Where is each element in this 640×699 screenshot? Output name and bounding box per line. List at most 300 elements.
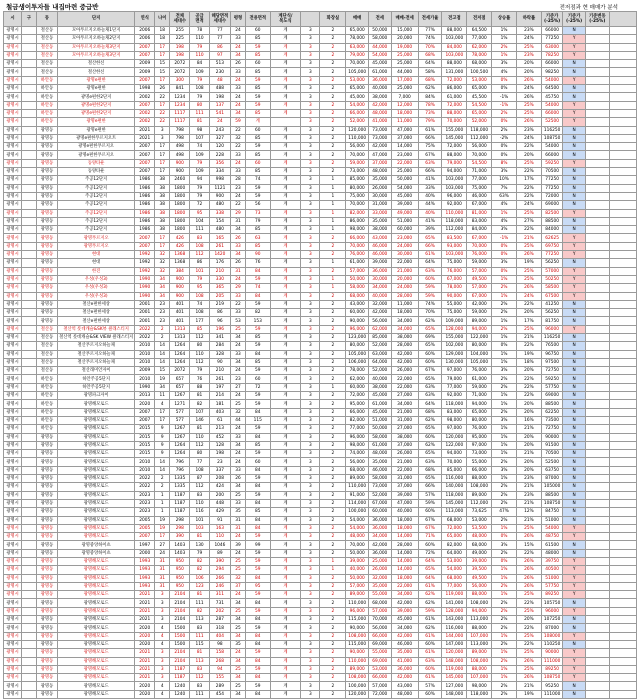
table-cell [22, 93, 37, 101]
table-cell [22, 126, 37, 134]
table-cell: 65,000 [346, 85, 369, 93]
table-cell: 105,000 [467, 358, 492, 366]
table-cell: 광명동 [36, 566, 57, 574]
table-cell: 59 [245, 101, 270, 109]
table-cell: 287 [209, 616, 230, 624]
table-cell: 26 [231, 234, 246, 242]
table-cell: 59 [245, 43, 270, 51]
table-cell: 82500 [541, 209, 562, 217]
table-cell: 141,000 [442, 599, 467, 607]
table-cell: 1121 [209, 184, 230, 192]
table-cell: 72750 [541, 425, 562, 433]
table-cell: 15 [155, 60, 170, 68]
table-cell: 9 [155, 433, 170, 441]
table-cell: 24 [231, 425, 246, 433]
table-cell: 3 [301, 665, 320, 673]
table-cell: 3 [301, 43, 320, 51]
table-cell: 338 [209, 209, 230, 217]
table-cell: 81 [190, 649, 209, 657]
table-cell: 61,000 [346, 259, 369, 267]
table-cell: 계 [270, 566, 301, 574]
table-cell: 2010 [135, 375, 155, 383]
table-cell: -1% [492, 234, 517, 242]
table-cell: 38 [155, 201, 170, 209]
table-cell: 1990 [135, 284, 155, 292]
yn-cell: N [563, 333, 586, 341]
complex-name-cell: 광명해모로드 [58, 475, 135, 483]
empty-cell [609, 350, 636, 358]
table-cell: 81750 [541, 317, 562, 325]
table-cell: 24 [231, 76, 246, 84]
table-cell: 68,000 [346, 466, 369, 474]
empty-cell [585, 85, 609, 93]
table-row [4, 682, 637, 690]
table-cell: 108 [190, 466, 209, 474]
table-cell: 116 [190, 508, 209, 516]
table-cell: 15% [517, 541, 542, 549]
table-cell: 광명시 [4, 118, 22, 126]
table-cell: 26% [517, 657, 542, 665]
table-cell: 68,000 [467, 541, 492, 549]
table-cell: 18,000 [391, 109, 418, 117]
table-cell: 181 [209, 400, 230, 408]
table-cell: 48,000 [346, 533, 369, 541]
table-cell: 84 [245, 632, 270, 640]
table-cell: 61% [418, 582, 442, 590]
table-cell: 115 [190, 640, 209, 648]
table-cell: 70% [418, 309, 442, 317]
table-cell: 77250 [541, 35, 562, 43]
table-cell: 155 [209, 674, 230, 682]
table-cell: 116,000 [442, 624, 467, 632]
table-cell: 1267 [170, 433, 190, 441]
table-cell: 137 [209, 101, 230, 109]
table-cell: 300 [170, 76, 190, 84]
table-cell: 3 [155, 649, 170, 657]
yn-cell: Y [563, 284, 586, 292]
table-cell: 49,000 [467, 549, 492, 557]
table-cell: 54,500 [467, 101, 492, 109]
yn-cell: Y [563, 251, 586, 259]
table-cell [22, 192, 37, 200]
table-cell: 계 [270, 458, 301, 466]
empty-cell [585, 292, 609, 300]
table-cell: 17 [155, 151, 170, 159]
table-cell: 2% [492, 284, 517, 292]
empty-cell [609, 68, 636, 76]
yn-cell: N [563, 201, 586, 209]
table-cell: 39750 [541, 558, 562, 566]
table-cell: 2 [320, 143, 346, 151]
table-row [4, 325, 637, 333]
table-cell: 97500 [541, 358, 562, 366]
table-cell: 계 [270, 607, 301, 615]
table-row [4, 350, 637, 358]
table-cell: 92,000 [442, 201, 467, 209]
table-cell: 65% [418, 375, 442, 383]
yn-cell: Y [563, 325, 586, 333]
table-row [4, 657, 637, 665]
table-cell: 76 [245, 259, 270, 267]
table-cell: -2% [492, 134, 517, 142]
table-cell: 22% [517, 168, 542, 176]
table-cell: 광명시 [4, 292, 22, 300]
table-cell: 35 [231, 640, 246, 648]
table-cell: -1% [492, 93, 517, 101]
table-cell: 2007 [135, 51, 155, 59]
table-cell: 109 [190, 151, 209, 159]
table-cell: 26% [517, 284, 542, 292]
table-cell: 426 [170, 242, 190, 250]
table-cell: 2009 [135, 367, 155, 375]
table-cell: 하안동 [36, 416, 57, 424]
table-cell: 2 [320, 649, 346, 657]
table-cell: 광명시 [4, 109, 22, 117]
table-cell [22, 582, 37, 590]
table-cell: 65% [418, 566, 442, 574]
table-cell: 2007 [135, 76, 155, 84]
table-cell: 2021 [135, 134, 155, 142]
empty-cell [609, 51, 636, 59]
table-cell: 63750 [541, 466, 562, 474]
table-row [4, 466, 637, 474]
table-cell: 60 [245, 60, 270, 68]
table-cell: 17 [155, 533, 170, 541]
table-cell: 71,000 [467, 168, 492, 176]
complex-name-cell: 광명해모로드 [58, 574, 135, 582]
table-cell: 20% [517, 433, 542, 441]
table-cell: 65,000 [467, 408, 492, 416]
table-cell: 84,000 [442, 43, 467, 51]
table-cell: 3 [301, 126, 320, 134]
table-cell: 1% [492, 333, 517, 341]
table-cell: 61,000 [368, 441, 391, 449]
table-cell [22, 168, 37, 176]
table-cell: 98,000 [442, 416, 467, 424]
table-cell: 112,000 [467, 134, 492, 142]
table-cell: 2% [492, 682, 517, 690]
table-cell: 1368 [170, 251, 190, 259]
table-cell: 1264 [170, 350, 190, 358]
table-cell: 85 [245, 358, 270, 366]
empty-cell [585, 408, 609, 416]
table-cell: 86,000 [346, 217, 369, 225]
table-cell [22, 649, 37, 657]
table-cell: 광명동 [36, 499, 57, 507]
table-cell: 197 [209, 383, 230, 391]
table-cell: 1% [492, 450, 517, 458]
empty-cell [585, 35, 609, 43]
table-cell: 120 [209, 143, 230, 151]
table-cell: 계 [270, 242, 301, 250]
yn-cell: Y [563, 118, 586, 126]
empty-cell [585, 649, 609, 657]
table-cell: 2 [320, 234, 346, 242]
table-cell: 2072 [170, 367, 190, 375]
table-cell: 17 [155, 51, 170, 59]
table-cell: 56,000 [368, 317, 391, 325]
table-cell: 광명동 [36, 143, 57, 151]
table-cell: 61,000 [368, 400, 391, 408]
table-cell: 광명시 [4, 134, 22, 142]
table-cell: 61% [418, 616, 442, 624]
table-cell: 광명시 [4, 333, 22, 341]
empty-cell [585, 350, 609, 358]
table-cell: 2% [492, 109, 517, 117]
table-cell: 계 [270, 558, 301, 566]
table-cell: 452 [209, 433, 230, 441]
table-cell: 2 [320, 450, 346, 458]
table-cell: 85 [245, 51, 270, 59]
table-cell: 104 [190, 217, 209, 225]
table-cell: 광명시 [4, 375, 22, 383]
yn-cell: N [563, 624, 586, 632]
table-row [4, 134, 637, 142]
table-cell: 광명시 [4, 616, 22, 624]
table-cell: 23,000 [391, 151, 418, 159]
table-cell: 54,000 [368, 51, 391, 59]
table-cell: 62% [418, 624, 442, 632]
yn-cell: Y [563, 275, 586, 283]
table-cell: 58% [418, 68, 442, 76]
table-cell: 3 [155, 665, 170, 673]
empty-cell [609, 392, 636, 400]
table-cell: 광명동 [36, 483, 57, 491]
table-cell: 328 [209, 350, 230, 358]
table-cell: 24 [231, 27, 246, 35]
table-cell: 계 [270, 541, 301, 549]
table-cell: 147,000 [442, 640, 467, 648]
yn-cell: N [563, 682, 586, 690]
table-cell: 광명시 [4, 599, 22, 607]
table-cell: 50,000 [346, 574, 369, 582]
table-cell: 2 [320, 85, 346, 93]
table-cell: 513 [209, 60, 230, 68]
table-cell: 82 [190, 566, 209, 574]
table-cell: 3 [301, 251, 320, 259]
table-cell: 72,000 [442, 76, 467, 84]
table-cell: 광명동 [36, 665, 57, 673]
table-cell: 2021 [135, 599, 155, 607]
table-cell: 33 [231, 309, 246, 317]
table-cell: 36,000 [368, 267, 391, 275]
table-cell: 82,000 [346, 416, 369, 424]
table-cell: 79 [190, 367, 209, 375]
table-cell: 9 [155, 450, 170, 458]
table-cell: 90,000 [346, 649, 369, 657]
table-cell: 2020 [135, 682, 155, 690]
empty-cell [609, 632, 636, 640]
column-header: 단지 [58, 12, 135, 27]
table-cell: 59 [245, 475, 270, 483]
table-cell: 798 [170, 126, 190, 134]
table-cell: 22 [231, 143, 246, 151]
table-cell: 111 [190, 109, 209, 117]
table-cell: 64500 [541, 85, 562, 93]
table-cell: 86 [209, 43, 230, 51]
table-cell: 23 [209, 458, 230, 466]
table-cell: 광명시 [4, 60, 22, 68]
table-cell: 77,000 [442, 383, 467, 391]
table-cell: 2001 [135, 309, 155, 317]
table-cell: 85 [190, 325, 209, 333]
complex-name-cell: 동양타운 [58, 159, 135, 167]
table-cell: 광명시 [4, 68, 22, 76]
table-cell: 96,000 [442, 192, 467, 200]
table-cell: 2 [320, 599, 346, 607]
table-cell: 2 [320, 134, 346, 142]
table-cell: 21,000 [391, 408, 418, 416]
empty-cell [585, 217, 609, 225]
table-cell: 1500 [170, 624, 190, 632]
table-cell [22, 682, 37, 690]
table-cell: 66% [418, 168, 442, 176]
table-cell: 3 [301, 217, 320, 225]
table-cell: 광명동 [36, 192, 57, 200]
table-cell [22, 35, 37, 43]
table-cell: 2% [492, 582, 517, 590]
table-cell: 하안동 [36, 392, 57, 400]
empty-cell [585, 475, 609, 483]
table-cell: 60,000 [368, 508, 391, 516]
table-cell: 23 [231, 184, 246, 192]
table-cell [22, 541, 37, 549]
table-cell: 50250 [541, 275, 562, 283]
empty-cell [609, 259, 636, 267]
empty-cell [585, 466, 609, 474]
table-cell [22, 109, 37, 117]
table-cell: 60% [418, 640, 442, 648]
complex-name-cell: 광명e편한2단지 [58, 109, 135, 117]
table-cell: 2 [320, 591, 346, 599]
empty-cell [609, 475, 636, 483]
table-cell: 268 [209, 657, 230, 665]
table-cell: 3 [301, 632, 320, 640]
table-cell: 2% [492, 408, 517, 416]
table-cell: 84 [245, 516, 270, 524]
table-cell: 14 [155, 358, 170, 366]
table-cell: 88500 [541, 491, 562, 499]
table-cell: 3 [155, 591, 170, 599]
table-cell: 2104 [170, 649, 190, 657]
table-cell: 34 [231, 657, 246, 665]
table-cell: 70,000 [467, 151, 492, 159]
table-cell: 95250 [541, 682, 562, 690]
table-cell: 63% [492, 192, 517, 200]
complex-name-cell: 광명해모로드 [58, 416, 135, 424]
table-cell: 24,000 [391, 284, 418, 292]
table-cell: 85 [245, 333, 270, 341]
yn-cell: Y [563, 292, 586, 300]
table-cell: 33 [231, 151, 246, 159]
table-cell: 하안동 [36, 93, 57, 101]
empty-cell [609, 93, 636, 101]
complex-name-cell: 하안주공5단지 [58, 383, 135, 391]
table-cell: 광명시 [4, 632, 22, 640]
table-cell [22, 43, 37, 51]
table-cell: 하안동 [36, 425, 57, 433]
table-cell: 79 [190, 184, 209, 192]
table-cell: 96000 [541, 607, 562, 615]
table-cell: 34 [231, 226, 246, 234]
table-cell: 110 [190, 433, 209, 441]
table-cell: 81 [190, 392, 209, 400]
table-cell: 광명시 [4, 267, 22, 275]
table-row [4, 234, 637, 242]
table-cell: 59 [245, 76, 270, 84]
table-cell: 3 [301, 259, 320, 267]
table-cell: 334 [209, 168, 230, 176]
table-cell: 62,000 [368, 325, 391, 333]
empty-cell [609, 665, 636, 673]
table-cell: 60% [418, 433, 442, 441]
yn-cell: N [563, 416, 586, 424]
table-cell: 2104 [170, 657, 190, 665]
complex-name-cell: 주공12단지 [58, 184, 135, 192]
empty-cell [609, 168, 636, 176]
table-cell: 58,000 [368, 433, 391, 441]
table-cell: 계 [270, 43, 301, 51]
table-cell: 63% [418, 458, 442, 466]
table-cell: 101 [190, 516, 209, 524]
table-cell: 84 [190, 60, 209, 68]
table-cell: 3 [301, 35, 320, 43]
table-cell: 10% [492, 176, 517, 184]
table-cell: 98 [190, 126, 209, 134]
table-cell: 94,000 [467, 607, 492, 615]
table-cell: 27 [231, 383, 246, 391]
table-cell: 115,000 [346, 640, 369, 648]
table-cell: 계 [270, 192, 301, 200]
table-cell: 213 [209, 425, 230, 433]
table-cell: 110 [190, 51, 209, 59]
table-cell: 2020 [135, 624, 155, 632]
column-header: 연식 [135, 12, 155, 27]
table-cell: 21% [517, 499, 542, 507]
table-cell: 계 [270, 582, 301, 590]
table-cell: 153 [245, 317, 270, 325]
table-cell: 93,000 [442, 242, 467, 250]
table-cell: 21% [517, 682, 542, 690]
table-cell: 4% [492, 217, 517, 225]
table-cell: 69,000 [368, 640, 391, 648]
table-cell: 43,000 [391, 682, 418, 690]
table-cell: 광명동 [36, 674, 57, 682]
table-cell: 3 [301, 159, 320, 167]
table-cell: 18,000 [391, 574, 418, 582]
table-cell: 19% [517, 259, 542, 267]
complex-name-cell: 광명e편한 [58, 76, 135, 84]
table-cell: 3 [301, 624, 320, 632]
table-cell: 3 [301, 275, 320, 283]
table-cell: 38,000 [368, 93, 391, 101]
table-cell: 59,000 [467, 383, 492, 391]
table-cell: 77,000 [467, 176, 492, 184]
empty-cell [609, 624, 636, 632]
table-cell: 2001 [135, 317, 155, 325]
table-cell: 100,000 [346, 508, 369, 516]
table-cell: 480 [209, 226, 230, 234]
table-cell: 계 [270, 126, 301, 134]
table-cell: 1990 [135, 383, 155, 391]
table-row [4, 433, 637, 441]
table-cell: 79 [190, 275, 209, 283]
table-cell: 1% [492, 275, 517, 283]
table-cell: 108 [190, 292, 209, 300]
table-cell [22, 450, 37, 458]
table-cell: 35,000 [368, 176, 391, 184]
table-cell: 57,000 [368, 682, 391, 690]
